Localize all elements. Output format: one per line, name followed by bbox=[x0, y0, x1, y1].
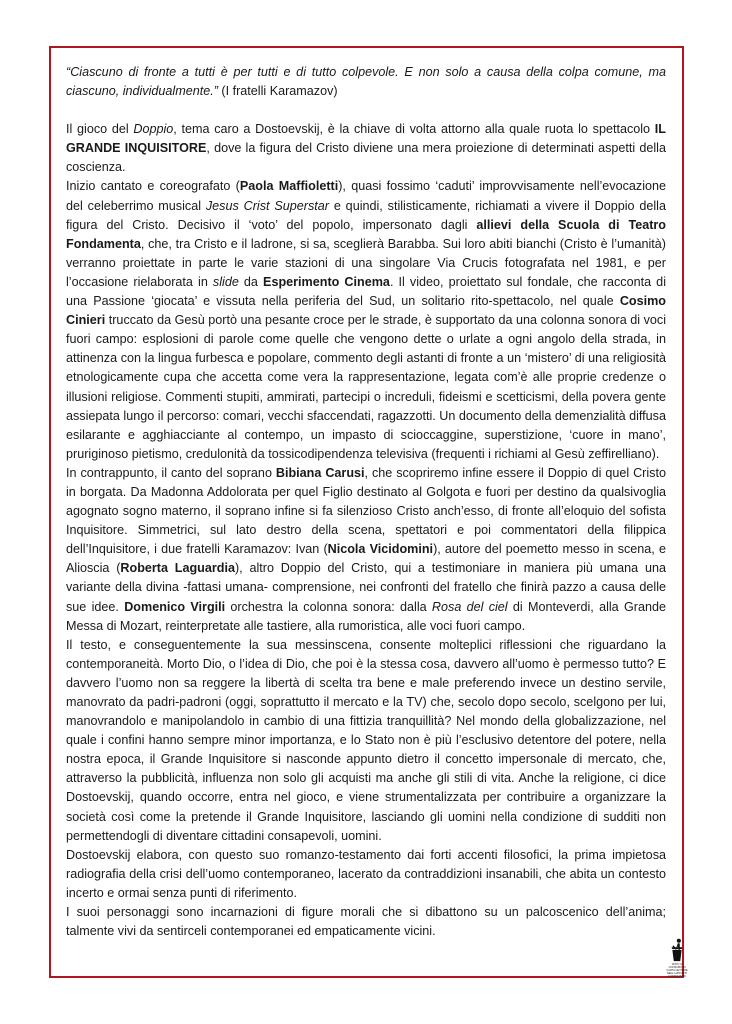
text-run: Dostoevskij elabora, con questo suo romanzo-testamento dai forti accenti filosofici, la prima impietosa radiografia della crisi dell’uomo contemporaneo, lacerato da contraddizioni insanabili, che abita un contesto incerto e ormai senza punti di riferimento. bbox=[66, 847, 666, 900]
bold-text: Cosimo Cinieri bbox=[66, 294, 666, 328]
text-run: da bbox=[238, 274, 264, 289]
epigraph-source: (I fratelli Karamazov) bbox=[217, 84, 338, 99]
bold-text: Bibiana Carusi bbox=[275, 465, 365, 480]
text-run: In contrappunto, il canto del soprano bbox=[66, 465, 276, 480]
paragraph bbox=[66, 177, 666, 463]
text-run: di Monteverdi, alla Grande Messa di Mozart, reinterpretate alle tastiere, alla rumoristica, alle voci fuori campo. bbox=[66, 599, 666, 633]
italic-text: slide bbox=[212, 274, 239, 289]
paragraph bbox=[66, 120, 666, 177]
text-run: Inizio cantato e coreografato ( bbox=[66, 179, 240, 194]
text-run: , dove la figura del Cristo diviene una mera proiezione di determinati aspetti della coscienza. bbox=[66, 141, 666, 175]
epigraph-quote: “Ciascuno di fronte a tutti è per tutti e di tutto colpevole. E non solo a causa della colpa comune, ma ciascuno, individualmente.” bbox=[66, 65, 666, 99]
bold-text: Esperimento Cinema bbox=[263, 274, 390, 289]
paragraph bbox=[66, 636, 666, 846]
bold-text: Nicola Vicidomini bbox=[327, 542, 434, 557]
text-run: , che scopriremo infine essere il Doppio di quel Cristo in borgata. Da Madonna Addolorata per quel Figlio destinato al Golgota e fuori per destino da qualsivoglia agognato sogno materno, il soprano infine si fa silenzioso Cristo anch’esso, di fronte all’eloquio del sofista Inquisitore. Simmetrici, sul lato destro della scena, spettatori e poi commentatori della filippica dell’Inquisitore, i due fratelli Karamazov: Ivan ( bbox=[66, 465, 666, 557]
text-run: I suoi personaggi sono incarnazioni di figure morali che si dibattono su un palcoscenico dell’anima; talmente vivi da sentirceli contemporanei ed empaticamente vicini. bbox=[66, 905, 666, 939]
text-run: , tema caro a Dostoevskij, è la chiave di volta attorno alla quale ruota lo spettacolo bbox=[173, 122, 655, 137]
bold-text: Roberta Laguardia bbox=[120, 561, 235, 576]
italic-text: Jesus Crist Superstar bbox=[205, 198, 329, 213]
paragraph bbox=[66, 464, 666, 636]
litter-bin-icon bbox=[668, 938, 686, 962]
text-run: ), altro Doppio del Cristo, qui a testimoniare in maniera più umana una variante della divina -fattasi umana- comprensione, nei confronti del fratello che finirà pazzo a causa delle sue idee. bbox=[66, 561, 667, 614]
bold-text: Paola Maffioletti bbox=[239, 179, 339, 194]
italic-text: Rosa del ciel bbox=[431, 599, 508, 614]
italic-text: Doppio bbox=[133, 122, 174, 137]
paragraph bbox=[66, 846, 666, 903]
recycle-caption: DOPO IL CONSUMO DI CARTA GETTARE NEGLI APPOSITI CONTENITORI bbox=[666, 963, 688, 978]
text-run: e quindi, stilisticamente, richiamati a vivere il Doppio della figura del Cristo. Decisivo il ‘voto’ del popolo, impersonato dagli bbox=[66, 198, 666, 232]
bold-text: Domenico Virgili bbox=[124, 599, 226, 614]
text-run: Il testo, e conseguentemente la sua messinscena, consente molteplici riflessioni che riguardano la contemporaneità. Morto Dio, o l’idea di Dio, che poi è la stessa cosa, davvero all’uomo è permesso tutto? E davvero l’uomo non sa reggere la libertà di scelta tra bene e male preferendo invece un destino servile, manovrato da padri-padroni (oggi, soprattutto il mercato e la TV) che, secolo dopo secolo, scelgono per lui, manovrandolo e manipolandolo in cambio di una fittizia tranquillità? Nel mondo della globalizzazione, nel quale i confini hanno sempre minor importanza, e lo Stato non è più l’esclusivo detentore del potere, nella nostra epoca, il Grande Inquisitore si nasconde appunto dietro il concetto impersonale di mercato, che, attraverso la pubblicità, influenza non solo gli acquisti ma anche gli stili di vita. Anche la religione, ci dice Dostoevskij, quando occorre, entra nel gioco, e viene strumentalizzata per contribuire a organizzare la società così come la pretende il Grande Inquisitore, lasciando gli uomini nella condizione di sudditi non permettendogli di diventare cittadini consapevoli, uomini. bbox=[66, 637, 666, 843]
text-run: Il gioco del bbox=[66, 122, 134, 137]
epigraph bbox=[66, 63, 666, 101]
text-run: , che, tra Cristo e il ladrone, si sa, sceglierà Barabba. Sui loro abiti bianchi (Cristo è l’umanità) verranno proiettate in parte le varie stazioni di una singolare Via Crucis fotografata nel 1981, e per l’occasione rielaborata in bbox=[66, 236, 666, 289]
text-run: orchestra la colonna sonora: dalla bbox=[225, 599, 432, 614]
text-run: ), autore del poemetto messo in scena, e Alioscia ( bbox=[66, 542, 666, 576]
paragraph bbox=[66, 903, 666, 941]
paragraphs bbox=[66, 120, 666, 941]
bold-text: allievi della Scuola di Teatro Fondamenta bbox=[66, 217, 666, 251]
text-run: . Il video, proiettato sul fondale, che racconta di una Passione ‘giocata’ e vissuta nella periferia del Sud, un solitario rito-spettacolo, nel quale bbox=[66, 274, 666, 309]
bold-text: IL GRANDE INQUISITORE bbox=[66, 122, 666, 156]
document-body bbox=[66, 63, 666, 941]
recycle-notice bbox=[666, 938, 688, 978]
text-run: truccato da Gesù portò una pesante croce per le strade, è supportato da una colonna sonora di voci fuori campo: esplosioni di parole come quelle che vengono dette o urlate a ogni angolo della strada, in attinenza con la lingua furbesca e popolare, commento degli astanti di fronte a un ‘mistero’ di una religiosità etnologicamente cupa che accetta come vera la rappresentazione, legata com’è alle proprie credenze o illusioni religiose. Commenti stupiti, ammirati, partecipi o increduli, fideismi e scetticismi, della povera gente assiepata lungo il percorso: comari, vecchi sfaccendati, ragazzotti. Un documento della demenzialità diffusa esilarante e agghiacciante al contempo, un impasto di scioccaggine, superstizione, ‘cuore in mano’, pruriginoso pietismo, credulonità da tossicodipendenza televisiva (frequenti i richiami al Gesù zeffirelliano). bbox=[66, 313, 666, 461]
text-run: ), quasi fossimo ‘caduti’ improvvisamente nell’evocazione del celeberrimo musical bbox=[66, 179, 666, 213]
